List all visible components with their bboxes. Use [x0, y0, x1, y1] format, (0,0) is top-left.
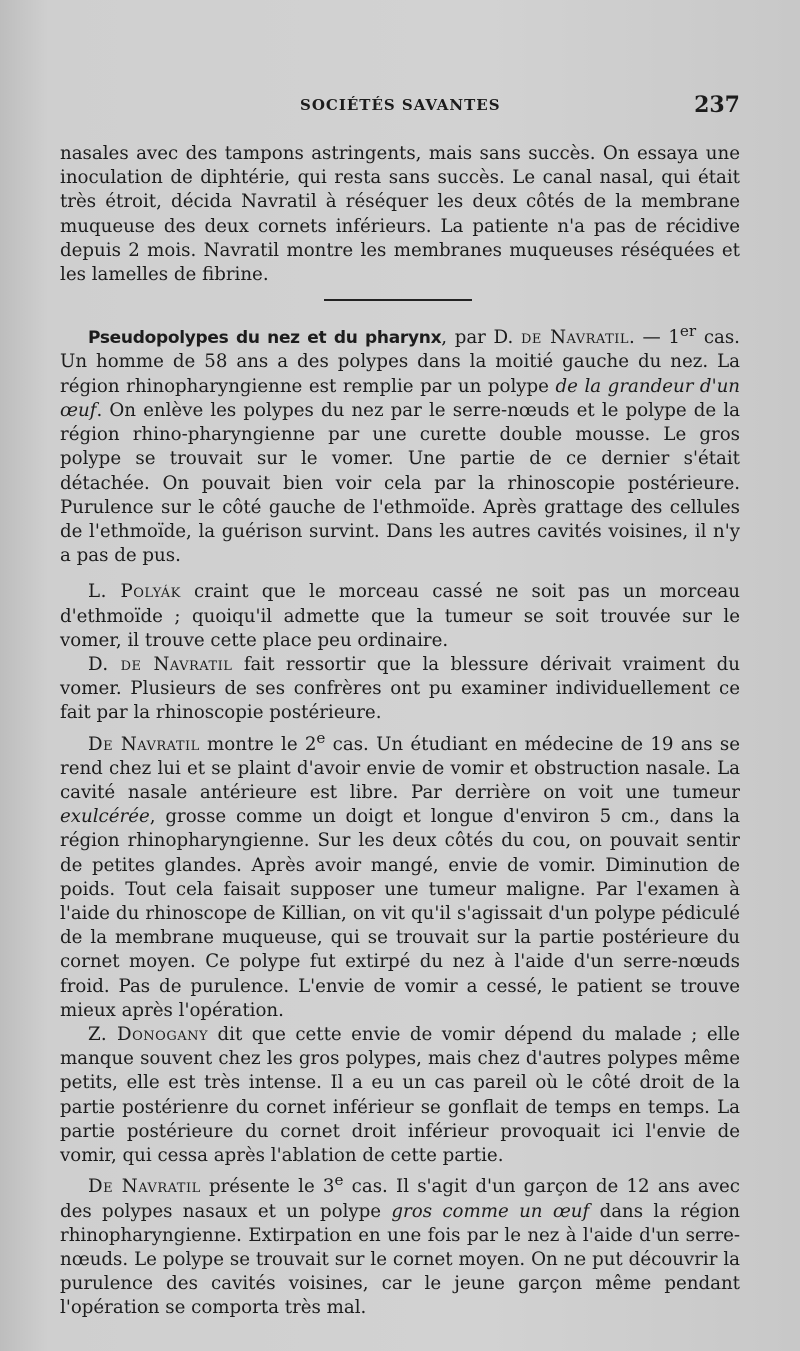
case-word: cas. [696, 327, 740, 349]
speaker-name: De Navratil [88, 1176, 201, 1198]
case-superscript: er [679, 322, 697, 341]
speaker-name: De Navratil [88, 733, 200, 755]
paragraph-donogany [60, 1023, 740, 1168]
paragraph-text: cas. Il s'agit d'un garçon de 12 ans avec des polypes nasaux et un polype [60, 1176, 740, 1222]
section-author: de Navratil [520, 327, 630, 349]
paragraph-case-2 [60, 726, 740, 1024]
ordinal-superscript: e [316, 728, 326, 747]
case-intro: . — 1 [629, 327, 680, 349]
paragraph-text: dans la région rhinopharyngienne. Extirpation en une fois par le nez à l'aide d'un serre-nœuds. Le polype se trouvait sur le cornet moyen. On ne put découvrir la purulence des cavités voisines, car le jeune garçon même pendant l'opération se comporta très mal. [60, 1200, 740, 1319]
case-1-text-a: Un homme de 58 ans a des polypes dans la moitié gauche du nez. La région rhinopharyngienne est remplie par un polype [60, 351, 740, 397]
paragraph-case-3 [60, 1168, 740, 1320]
emphasis: gros comme un œuf [391, 1200, 590, 1222]
paragraph-text: fait ressortir que la blessure dérivait vraiment du vomer. Plusieurs de ses confrères ont pu examiner individuellement ce fait par la rhinoscopie postérieure. [60, 653, 740, 724]
paragraph-gap [60, 568, 740, 580]
paragraph-text: présente le 3 [200, 1176, 335, 1198]
paragraph-text: montre le 2 [199, 733, 317, 755]
paragraph-text: dit que cette envie de vomir dépend du malade ; elle manque souvent chez les gros polypes, mais chez d'autres polypes même petits, elle est très intense. Il a eu un cas pareil où le côté droit de la partie postérienre du cornet inférieur se gonflait de temps en temps. La partie postérieure du cornet droit inférieur provoquait ici l'envie de vomir, qui cessa après l'ablation de cette partie. [60, 1024, 740, 1167]
separator-rule [324, 299, 472, 301]
page-number: 237 [694, 92, 740, 118]
section-title: Pseudopolypes du nez et du pharynx [88, 328, 442, 349]
paragraph-text: , grosse comme un doigt et longue d'environ 5 cm., dans la région rhinopharyngienne. Sur les deux côtés du cou, on pouvait sentir de petites glandes. Après avoir mangé, envie de vomir. Diminution de poids. Tout cela faisait supposer une tumeur maligne. Par l'examen à l'aide du rhinoscope de Killian, on vit qu'il s'agissait d'un polype pédiculé de la membrane muqueuse, qui se trouvait sur la partie postérieure du cornet moyen. Ce polype fut extirpé du nez à l'aide d'un serre-nœuds froid. Pas de purulence. L'envie de vomir a cessé, le patient se trouve mieux après l'opération. [60, 806, 740, 1021]
paragraph-polyak [60, 580, 740, 653]
page-body [60, 142, 740, 1321]
speaker-name: Z. Donogany [88, 1024, 209, 1046]
byline-par: , par D. [441, 327, 521, 349]
running-head: SOCIÉTÉS SAVANTES [300, 96, 501, 114]
paragraph-navratil-reply [60, 653, 740, 726]
case-1-emphasis: de la grandeur d'un œuf [60, 375, 741, 421]
paragraph-case-1 [60, 319, 740, 568]
case-1-text-b: . On enlève les polypes du nez par le serre-nœuds et le polype de la région rhino-pharyngienne par une curette double mousse. Le gros polype se trouvait sur le vomer. Une partie de ce dernier s'était détachée. On pouvait bien voir cela par la rhinoscopie postérieure. Purulence sur le côté gauche de l'ethmoïde. Après grattage des cellules de l'ethmoïde, la guérison survint. Dans les autres cavités voisines, il n'y a pas de pus. [60, 399, 740, 567]
page-header [62, 92, 742, 122]
speaker-name: D. de Navratil [88, 653, 233, 675]
paragraph-intro: nasales avec des tampons astringents, mais sans succès. On essaya une inoculation de diphtérie, qui resta sans succès. Le canal nasal, qui était très étroit, décida Navratil à réséquer les deux côtés de la membrane muqueuse des deux cornets inférieurs. La patiente n'a pas de récidive depuis 2 mois. Navratil montre les membranes muqueuses réséquées et les lamelles de fibrine. [60, 143, 740, 286]
emphasis: exulcérée [60, 806, 150, 828]
speaker-name: L. Polyák [88, 581, 181, 603]
paragraph-text: craint que le morceau cassé ne soit pas un morceau d'ethmoïde ; quoiqu'il admette que la tumeur se soit trouvée sur le vomer, il trouve cette place peu ordinaire. [60, 581, 740, 651]
ordinal-superscript: e [334, 1171, 344, 1190]
paragraph-text: cas. Un étudiant en médecine de 19 ans se rend chez lui et se plaint d'avoir envie de vomir et obstruction nasale. La cavité nasale antérieure est libre. Par derrière on voit une tumeur [60, 733, 740, 803]
separator [60, 287, 740, 319]
